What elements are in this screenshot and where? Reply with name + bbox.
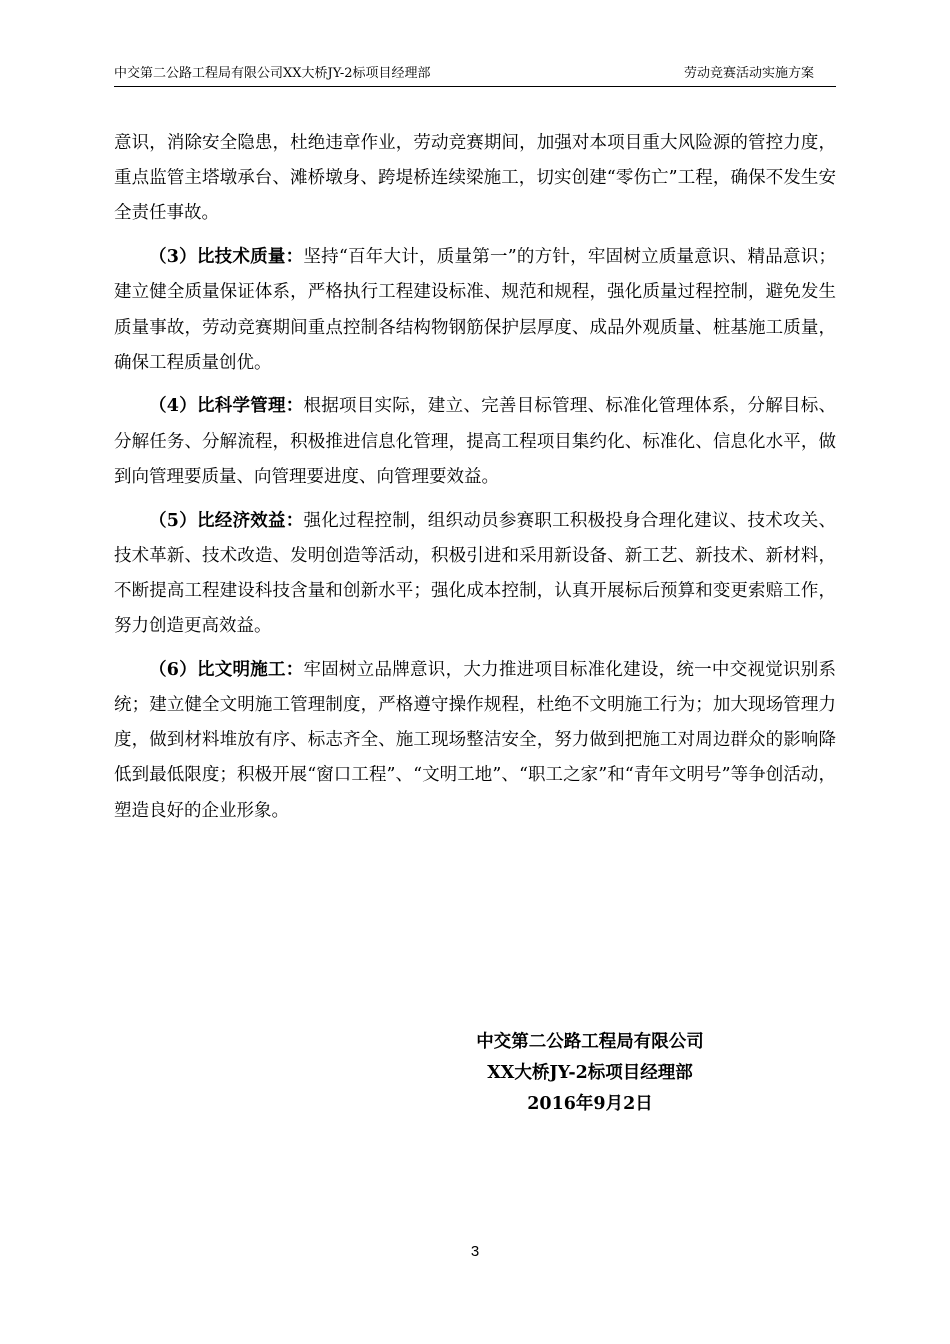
signature-date: 2016年9月2日 [527, 1094, 653, 1114]
paragraph-label: （4）比科学管理： [149, 396, 304, 417]
document-body [114, 126, 836, 829]
paragraph-label: （5）比经济效益： [149, 510, 304, 531]
paragraph-text: 强化过程控制，组织动员参赛职工积极投身合理化建议、技术攻关、技术革新、技术改造、发明创造等活动，积极引进和采用新设备、新工艺、新技术、新材料，不断提高工程建设科技含量和创新水平；强化成本控制，认真开展标后预算和变更索赔工作，努力创造更高效益。 [114, 510, 836, 637]
header-company: 中交第二公路工程局有限公司XX大桥JY-2标项目经理部 [114, 66, 431, 81]
signature-block [420, 1027, 760, 1120]
signature-department: XX大桥JY-2标项目经理部 [487, 1063, 693, 1083]
paragraph-civilized-construction [114, 653, 836, 829]
paragraph-continuation: 意识，消除安全隐患，杜绝违章作业，劳动竞赛期间，加强对本项目重大风险源的管控力度，重点监管主塔墩承台、滩桥墩身、跨堤桥连续梁施工，切实创建“零伤亡”工程，确保不发生安全责任事故。 [114, 133, 836, 224]
paragraph-label: （3）比技术质量： [149, 247, 304, 268]
page-header [114, 64, 836, 87]
paragraph-text: 根据项目实际，建立、完善目标管理、标准化管理体系，分解目标、分解任务、分解流程，积极推进信息化管理，提高工程项目集约化、标准化、信息化水平，做到向管理要质量、向管理要进度、向管理要效益。 [114, 396, 836, 487]
header-document-title: 劳动竞赛活动实施方案 [683, 66, 814, 81]
paragraph-scientific-management [114, 389, 836, 495]
page-number: 3 [470, 1243, 480, 1260]
signature-company: 中交第二公路工程局有限公司 [476, 1032, 704, 1052]
paragraph-text: 坚持“百年大计，质量第一”的方针，牢固树立质量意识、精品意识；建立健全质量保证体系，严格执行工程建设标准、规范和规程，强化质量过程控制，避免发生质量事故，劳动竞赛期间重点控制各结构物钢筋保护层厚度、成品外观质量、桩基施工质量，确保工程质量创优。 [114, 247, 836, 373]
paragraph-technical-quality [114, 240, 836, 381]
paragraph-text: 牢固树立品牌意识，大力推进项目标准化建设，统一中交视觉识别系统；建立健全文明施工管理制度，严格遵守操作规程，杜绝不文明施工行为；加大现场管理力度，做到材料堆放有序、标志齐全、施工现场整洁安全，努力做到把施工对周边群众的影响降低到最低限度；积极开展“窗口工程”、“文明工地”、“职工之家”和“青年文明号”等争创活动，塑造良好的企业形象。 [114, 659, 836, 821]
paragraph-label: （6）比文明施工： [149, 659, 304, 680]
paragraph-economic-benefit [114, 504, 836, 645]
